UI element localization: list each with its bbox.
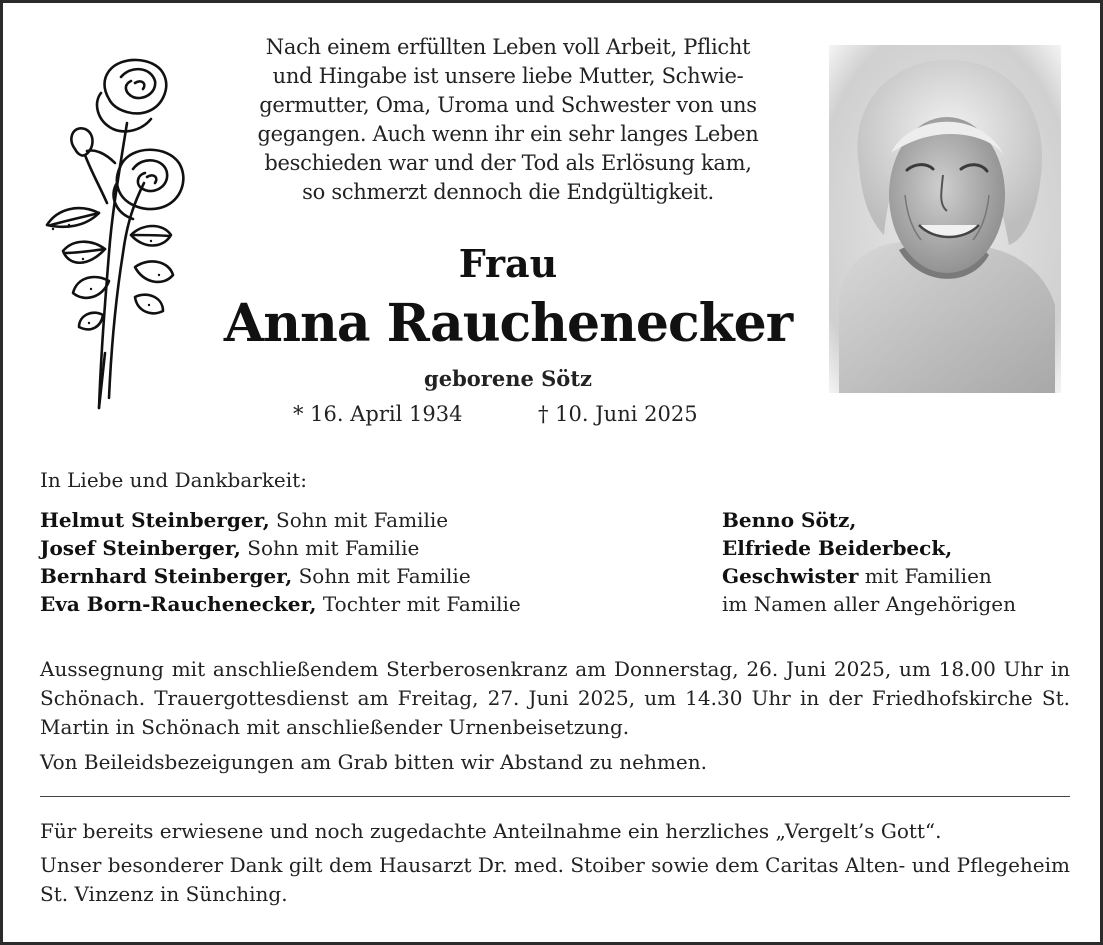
intro-line: Nach einem erfüllten Leben voll Arbeit, Pflicht [265,35,751,59]
portrait-photo [829,45,1061,393]
mourner-line [722,562,1016,590]
mourner-name: Helmut Steinberger, [40,508,270,532]
mourner-line [722,506,1016,534]
mourner-line [40,534,521,562]
mourner-role: mit Familien [858,564,992,588]
mourner-role: Tochter mit Familie [316,592,521,616]
intro-line: gegangen. Auch wenn ihr ein sehr langes Leben [257,122,759,146]
mourner-line [722,534,1016,562]
salutation: Frau [458,241,558,286]
mourner-line [40,562,521,590]
condolence-note: Von Beileidsbezeigungen am Grab bitten wir Abstand zu nehmen. [40,750,707,774]
thanks-text: Für bereits erwiesene und noch zugedachte Anteilnahme ein herzliches „Vergelt’s Gott“. [40,819,942,843]
mourner-role: im Namen aller Angehörigen [722,592,1017,616]
maiden-name: geborene Sötz [424,366,592,391]
mourner-role: Sohn mit Familie [240,536,420,560]
mourners-left [40,506,521,618]
intro-line: germutter, Oma, Uroma und Schwester von uns [259,93,757,117]
death-date: † 10. Juni 2025 [538,402,698,426]
mourner-line [40,506,521,534]
divider [40,796,1070,797]
intro-line: so schmerzt dennoch die Endgültigkeit. [302,180,714,204]
intro-line: beschieden war und der Tod als Erlösung kam, [264,151,752,175]
mourners-right [722,506,1016,618]
mourner-name: Josef Steinberger, [40,536,241,560]
mourner-role: Sohn mit Familie [292,564,471,588]
intro-verse [203,33,813,207]
mourner-name: Benno Sötz, [722,508,857,532]
birth-date: * 16. April 1934 [293,402,463,426]
mourner-line [722,590,1016,618]
mourner-role: Sohn mit Familie [269,508,449,532]
mourners-intro: In Liebe und Dankbarkeit: [40,468,307,492]
mourner-line [40,590,521,618]
mourner-name: Elfriede Beiderbeck, [722,536,953,560]
service-details: Aussegnung mit anschließendem Sterberosenkranz am Donnerstag, 26. Juni 2025, um 18.00 Uhr in Schönach. Trauergottesdienst am Freitag, 27. Juni 2025, um 14.30 Uhr in der Friedhofskirche St. Martin in Schönach mit anschließender Urnenbeisetzung. [40,657,1070,739]
rose-illustration [39,53,189,415]
special-thanks: Unser besonderer Dank gilt dem Hausarzt Dr. med. Stoiber sowie dem Caritas Alten- und Pflegeheim St. Vinzenz in Sünching. [40,853,1070,906]
mourner-name: Geschwister [722,564,859,588]
intro-line: und Hingabe ist unsere liebe Mutter, Schwie- [272,64,744,88]
mourner-name: Bernhard Steinberger, [40,564,293,588]
mourner-name: Eva Born-Rauchenecker, [40,592,317,616]
deceased-name: Anna Rauchenecker [223,293,793,354]
